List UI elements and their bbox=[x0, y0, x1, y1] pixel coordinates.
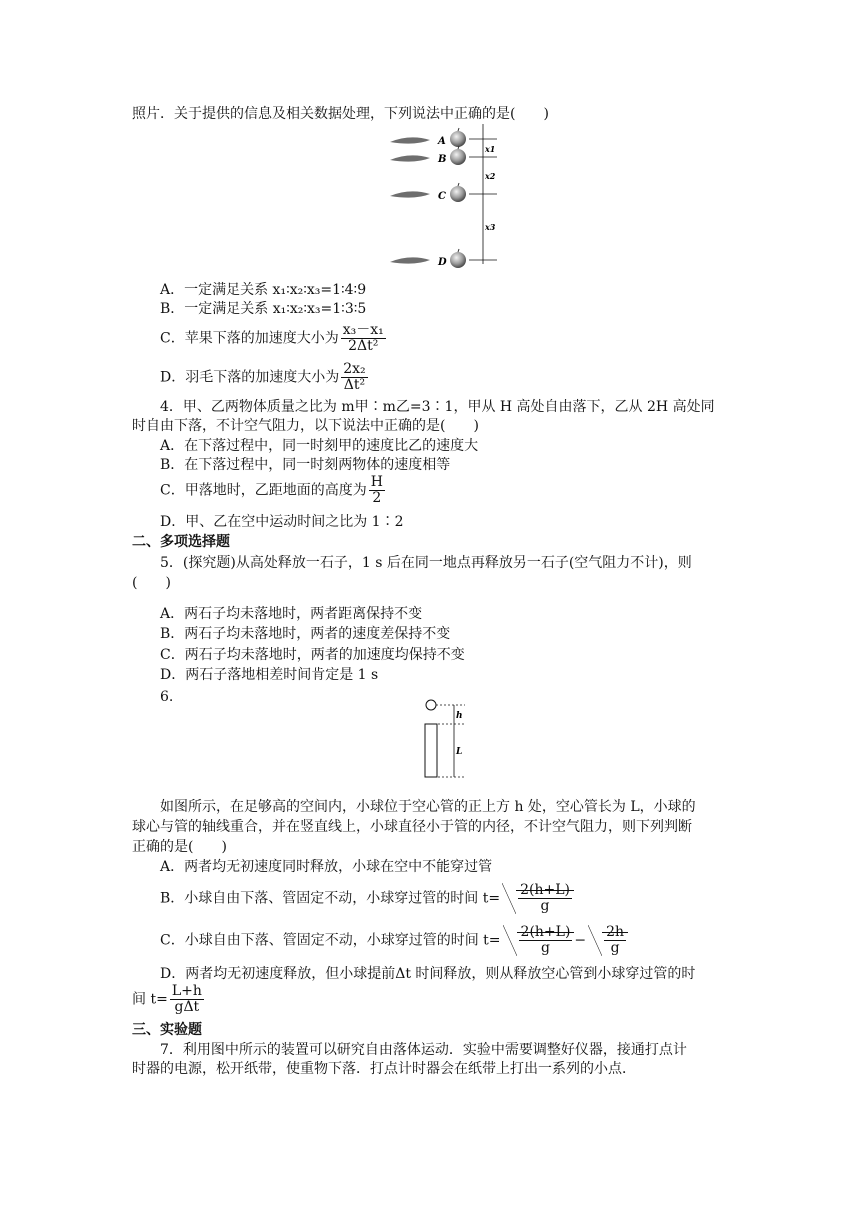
q3-option-c-fraction: $\frac{\text{x₃－x₁}}{\text{2Δt²}}$ bbox=[342, 322, 384, 354]
q6-option-c-text: C．小球自由下落、管固定不动，小球穿过管的时间 t= bbox=[160, 932, 501, 949]
q3-option-a: A．一定满足关系 x₁∶x₂∶x₃=1∶4∶9 bbox=[160, 282, 367, 298]
q6-option-c-minus: − bbox=[574, 932, 587, 949]
q3-option-d-fraction: $\frac{\text{2x₂}}{\text{Δt²}}$ bbox=[343, 361, 366, 393]
q3-stem: 照片．关于提供的信息及相关数据处理，下列说法中正确的是( ) bbox=[132, 106, 549, 122]
q4-option-a: A．在下落过程中，同一时刻甲的速度比乙的速度大 bbox=[160, 438, 479, 454]
q6-number: 6. bbox=[160, 689, 174, 705]
q4-option-c bbox=[160, 475, 387, 506]
q7-line1: 7．利用图中所示的装置可以研究自由落体运动．实验中需要调整好仪器，接通打点计 bbox=[160, 1042, 687, 1058]
q4-option-c-fraction: $\frac{H}{2}$ bbox=[370, 474, 383, 506]
L-label: L bbox=[456, 747, 463, 757]
q7-line2: 时器的电源，松开纸带，使重物下落．打点计时器会在纸带上打出一系列的小点． bbox=[132, 1061, 636, 1077]
q6-option-c bbox=[160, 925, 628, 956]
section-heading-experiment: 三、实验题 bbox=[132, 1022, 202, 1038]
q3-option-b: B．一定满足关系 x₁∶x₂∶x₃=1∶3∶5 bbox=[160, 301, 367, 317]
q4-option-d: D．甲、乙在空中运动时间之比为 1∶2 bbox=[160, 514, 404, 530]
q6-option-a: A．两者均无初速度同时释放，小球在空中不能穿过管 bbox=[160, 859, 493, 875]
q5-option-c: C．两石子均未落地时，两者的加速度均保持不变 bbox=[160, 647, 465, 663]
q5-option-a: A．两石子均未落地时，两者距离保持不变 bbox=[160, 606, 423, 622]
q5-option-d: D．两石子落地相差时间肯定是 1 s bbox=[160, 667, 379, 683]
label-D: D bbox=[438, 257, 447, 268]
q6-stem-line1: 如图所示，在足够高的空间内，小球位于空心管的正上方 h 处，空心管长为 L，小球的 bbox=[160, 799, 696, 815]
q6-option-b-text: B．小球自由下落、管固定不动，小球穿过管的时间 t= bbox=[160, 890, 501, 907]
q6-option-b bbox=[160, 883, 574, 914]
q5-stem-line1: 5．(探究题)从高处释放一石子，1 s 后在同一地点再释放另一石子(空气阻力不计)，则 bbox=[160, 555, 692, 571]
q6-stem-line3: 正确的是( ) bbox=[132, 839, 227, 855]
q6-option-d-line2 bbox=[132, 984, 206, 1015]
q6-option-d-text: 间 t= bbox=[132, 991, 168, 1008]
apple-icon bbox=[450, 128, 466, 268]
section-heading-multiple-choice: 二、多项选择题 bbox=[132, 534, 230, 550]
q3-option-d bbox=[160, 362, 370, 393]
ball-tube-figure bbox=[420, 698, 470, 782]
q6-option-c-sqrt1: $\frac{2(h+L)}{g}$ bbox=[503, 925, 575, 956]
label-B: B bbox=[438, 154, 447, 165]
q6-stem-line2: 球心与管的轴线重合，并在竖直线上，小球直径小于管的内径，不计空气阻力，则下列判断 bbox=[132, 819, 692, 835]
q4-stem-line2: 时自由下落，不计空气阻力，以下说法中正确的是( ) bbox=[132, 418, 479, 434]
label-A: A bbox=[438, 136, 446, 147]
q6-option-b-sqrt: $\frac{2(h+L)}{g}$ bbox=[502, 883, 574, 914]
x1-label: x1 bbox=[485, 144, 496, 154]
x3-label: x3 bbox=[485, 222, 496, 232]
x2-label: x2 bbox=[485, 171, 496, 181]
q4-option-c-text: C．甲落地时，乙距地面的高度为 bbox=[160, 482, 367, 499]
q3-option-c-text: C．苹果下落的加速度大小为 bbox=[160, 330, 339, 347]
feather-apple-figure bbox=[385, 122, 505, 274]
h-label: h bbox=[456, 711, 463, 721]
q3-option-c bbox=[160, 323, 388, 354]
q6-option-d-fraction: $\frac{L+h}{\text{gΔt}}$ bbox=[171, 983, 202, 1015]
q3-option-d-text: D．羽毛下落的加速度大小为 bbox=[160, 369, 340, 386]
q5-stem-line2: ( ) bbox=[132, 575, 171, 591]
q6-option-c-sqrt2: $\frac{2h}{g}$ bbox=[588, 925, 628, 956]
q5-option-b: B．两石子均未落地时，两者的速度差保持不变 bbox=[160, 626, 451, 642]
q4-stem-line1: 4．甲、乙两物体质量之比为 m甲∶m乙=3∶1，甲从 H 高处自由落下，乙从 2H 高处同 bbox=[160, 399, 715, 415]
q6-option-d-line1: D．两者均无初速度释放，但小球提前Δt 时间释放，则从释放空心管到小球穿过管的时 bbox=[160, 966, 696, 982]
label-C: C bbox=[438, 191, 446, 202]
q4-option-b: B．在下落过程中，同一时刻两物体的速度相等 bbox=[160, 457, 451, 473]
